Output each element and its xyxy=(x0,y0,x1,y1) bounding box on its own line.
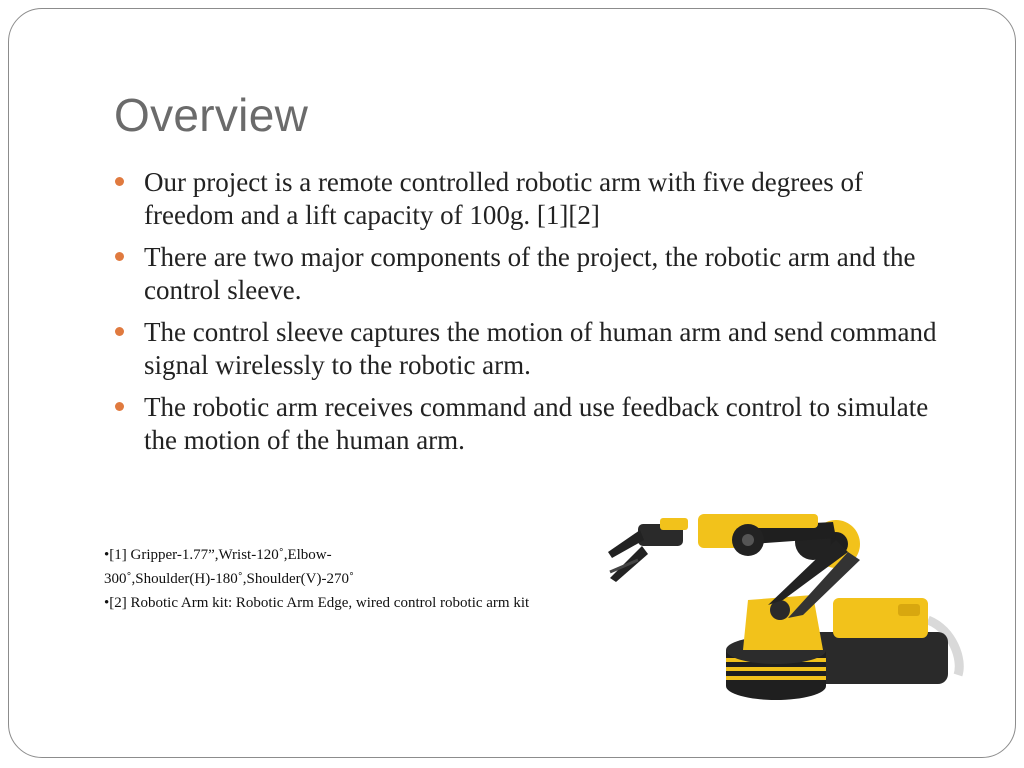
bullet-text: Our project is a remote controlled robotic arm with five degrees of freedom and a lift capacity of 100g. [1][2] xyxy=(144,167,863,230)
bullet-text: The control sleeve captures the motion of human arm and send command signal wirelessly to the robotic arm. xyxy=(144,317,937,380)
bullet-list xyxy=(112,166,952,466)
bullet-item xyxy=(112,241,952,307)
bullet-dot-icon xyxy=(115,402,124,411)
robotic-arm-image xyxy=(598,500,968,725)
bullet-item xyxy=(112,166,952,232)
bullet-item xyxy=(112,316,952,382)
slide-title: Overview xyxy=(114,89,309,141)
reference-note: •[2] Robotic Arm kit: Robotic Arm Edge, wired control robotic arm kit xyxy=(104,595,530,611)
reference-notes xyxy=(104,543,574,615)
bullet-dot-icon xyxy=(115,327,124,336)
bullet-dot-icon xyxy=(115,252,124,261)
bullet-dot-icon xyxy=(115,177,124,186)
bullet-text: There are two major components of the project, the robotic arm and the control sleeve. xyxy=(144,242,916,305)
reference-note: •[1] Gripper-1.77”,Wrist-120˚,Elbow-300˚,Shoulder(H)-180˚,Shoulder(V)-270˚ xyxy=(104,547,354,587)
bullet-text: The robotic arm receives command and use feedback control to simulate the motion of the human arm. xyxy=(144,392,929,455)
bullet-item xyxy=(112,391,952,457)
